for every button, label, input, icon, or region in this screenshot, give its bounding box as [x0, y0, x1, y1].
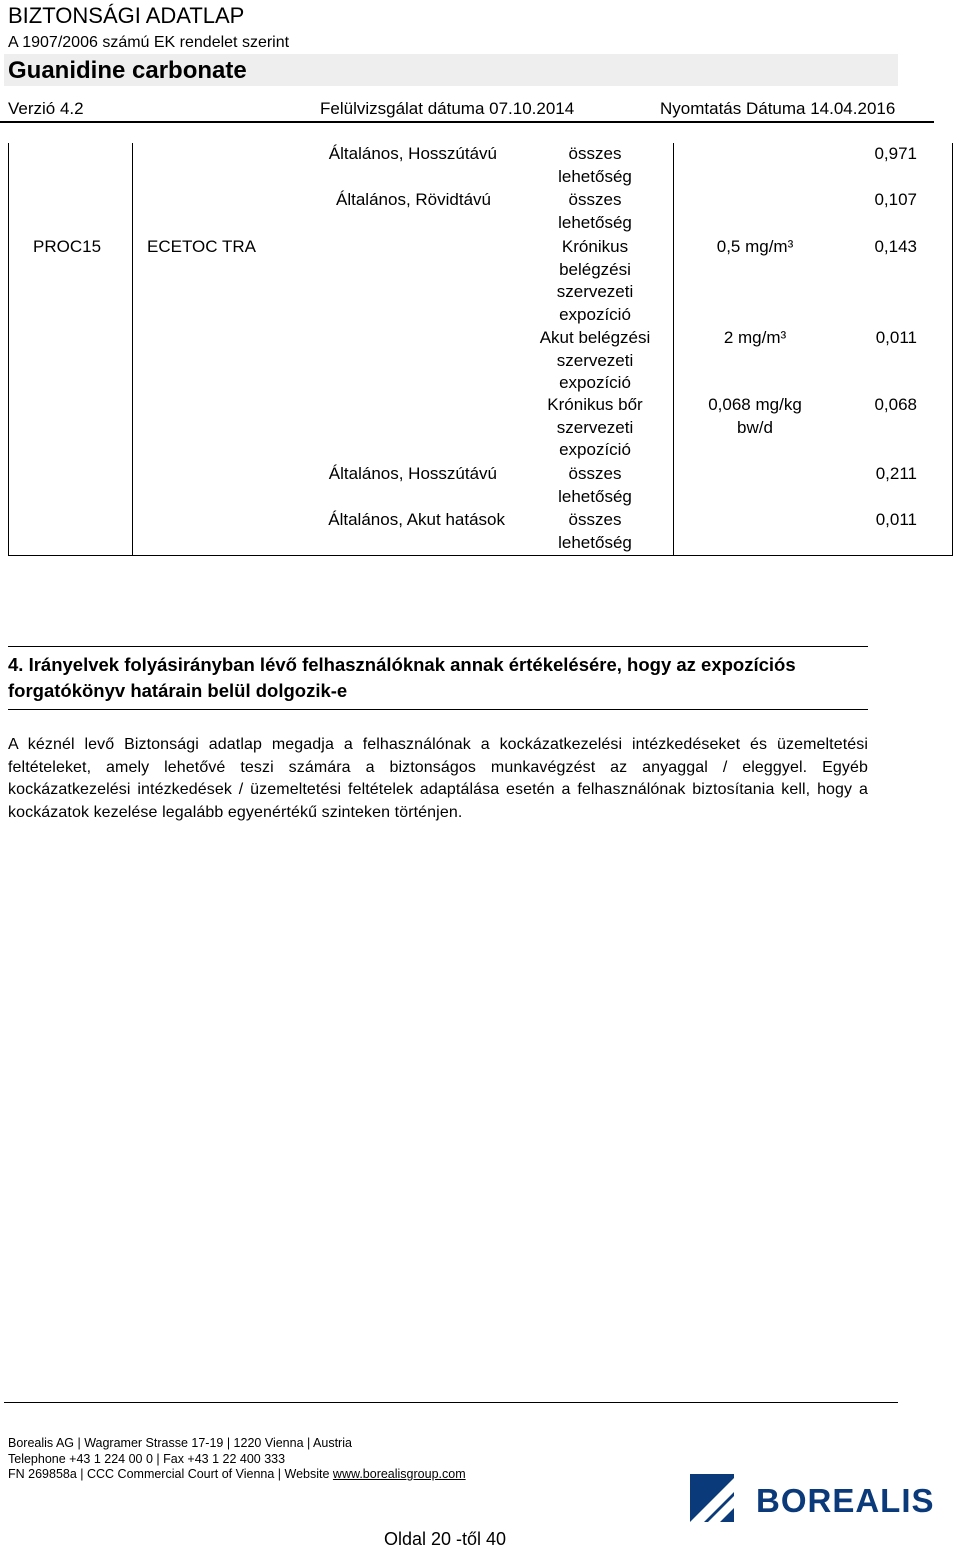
- rcr-cell: 0,211: [875, 464, 917, 483]
- exposure-table: [8, 143, 953, 556]
- table-column-divider: [132, 143, 133, 555]
- effect-cell: Általános, Hosszútávú: [328, 144, 497, 163]
- proc-code: PROC15: [33, 237, 102, 256]
- borealis-logo-text: BOREALIS: [756, 1482, 935, 1519]
- route-cell: összes lehetőség: [558, 464, 632, 506]
- section-top-rule: [8, 646, 868, 647]
- route-cell: összes lehetőség: [558, 144, 632, 186]
- rcr-cell: 0,011: [875, 328, 917, 347]
- regulation-reference: A 1907/2006 számú EK rendelet szerint: [8, 34, 290, 51]
- rcr-cell: 0,068: [874, 395, 917, 414]
- exposure-value: 0,5 mg/m³: [716, 237, 794, 256]
- route-cell: összes lehetőség: [558, 510, 632, 552]
- exposure-value: 0,068 mg/kg bw/d: [708, 395, 802, 437]
- effect-cell: Általános, Rövidtávú: [336, 190, 491, 209]
- rcr-cell: 0,971: [874, 144, 917, 163]
- revision-date: Felülvizsgálat dátuma 07.10.2014: [320, 99, 575, 118]
- section-heading: 4. Irányelvek folyásirányban lévő felhasználóknak annak értékelésére, hogy az expozíciós forgatókönyv határain belül dolgozik-e: [8, 654, 796, 701]
- page-number: Oldal 20 -től 40: [384, 1529, 507, 1549]
- print-date: Nyomtatás Dátuma 14.04.2016: [660, 99, 896, 118]
- version-label: Verzió 4.2: [8, 99, 84, 118]
- route-cell: Krónikus belégzési szervezeti expozíció: [556, 237, 634, 324]
- company-address: Borealis AG | Wagramer Strasse 17-19 | 1220 Vienna | Austria: [8, 1436, 352, 1450]
- company-registration: FN 269858a | CCC Commercial Court of Vienna | Website www.borealisgroup.com: [8, 1467, 466, 1481]
- website-link[interactable]: www.borealisgroup.com: [332, 1467, 466, 1481]
- route-cell: összes lehetőség: [558, 190, 632, 232]
- rcr-cell: 0,107: [874, 190, 917, 209]
- product-name: Guanidine carbonate: [8, 57, 247, 84]
- rcr-cell: 0,011: [875, 510, 917, 529]
- route-cell: Krónikus bőr szervezeti expozíció: [547, 395, 643, 459]
- footer-divider: [4, 1402, 898, 1403]
- document-title: BIZTONSÁGI ADATLAP: [8, 3, 245, 28]
- company-contact: Telephone +43 1 224 00 0 | Fax +43 1 22 400 333: [8, 1452, 286, 1466]
- effect-cell: Általános, Akut hatások: [328, 510, 505, 529]
- route-cell: Akut belégzési szervezeti expozíció: [539, 328, 651, 392]
- header-divider: [0, 121, 934, 123]
- section-body-text: A kéznél levő Biztonsági adatlap megadja a felhasználónak a kockázatkezelési intézkedéseket és üzemeltetési feltételeket, amely lehetővé teszi számára a biztonságos munkavégzést az anyaggal / eleggyel. Egyéb kockázatkezelési intézkedések / üzemeltetési feltételek adaptálása esetén a felhasználónak biztosítania kell, hogy a kockázatok kezelése legalább egyenértékű szinteken történjen.: [8, 736, 868, 821]
- section-bottom-rule: [8, 709, 868, 710]
- assessment-tool: ECETOC TRA: [147, 237, 256, 256]
- effect-cell: Általános, Hosszútávú: [328, 464, 497, 483]
- exposure-value: 2 mg/m³: [723, 328, 787, 347]
- rcr-cell: 0,143: [874, 237, 917, 256]
